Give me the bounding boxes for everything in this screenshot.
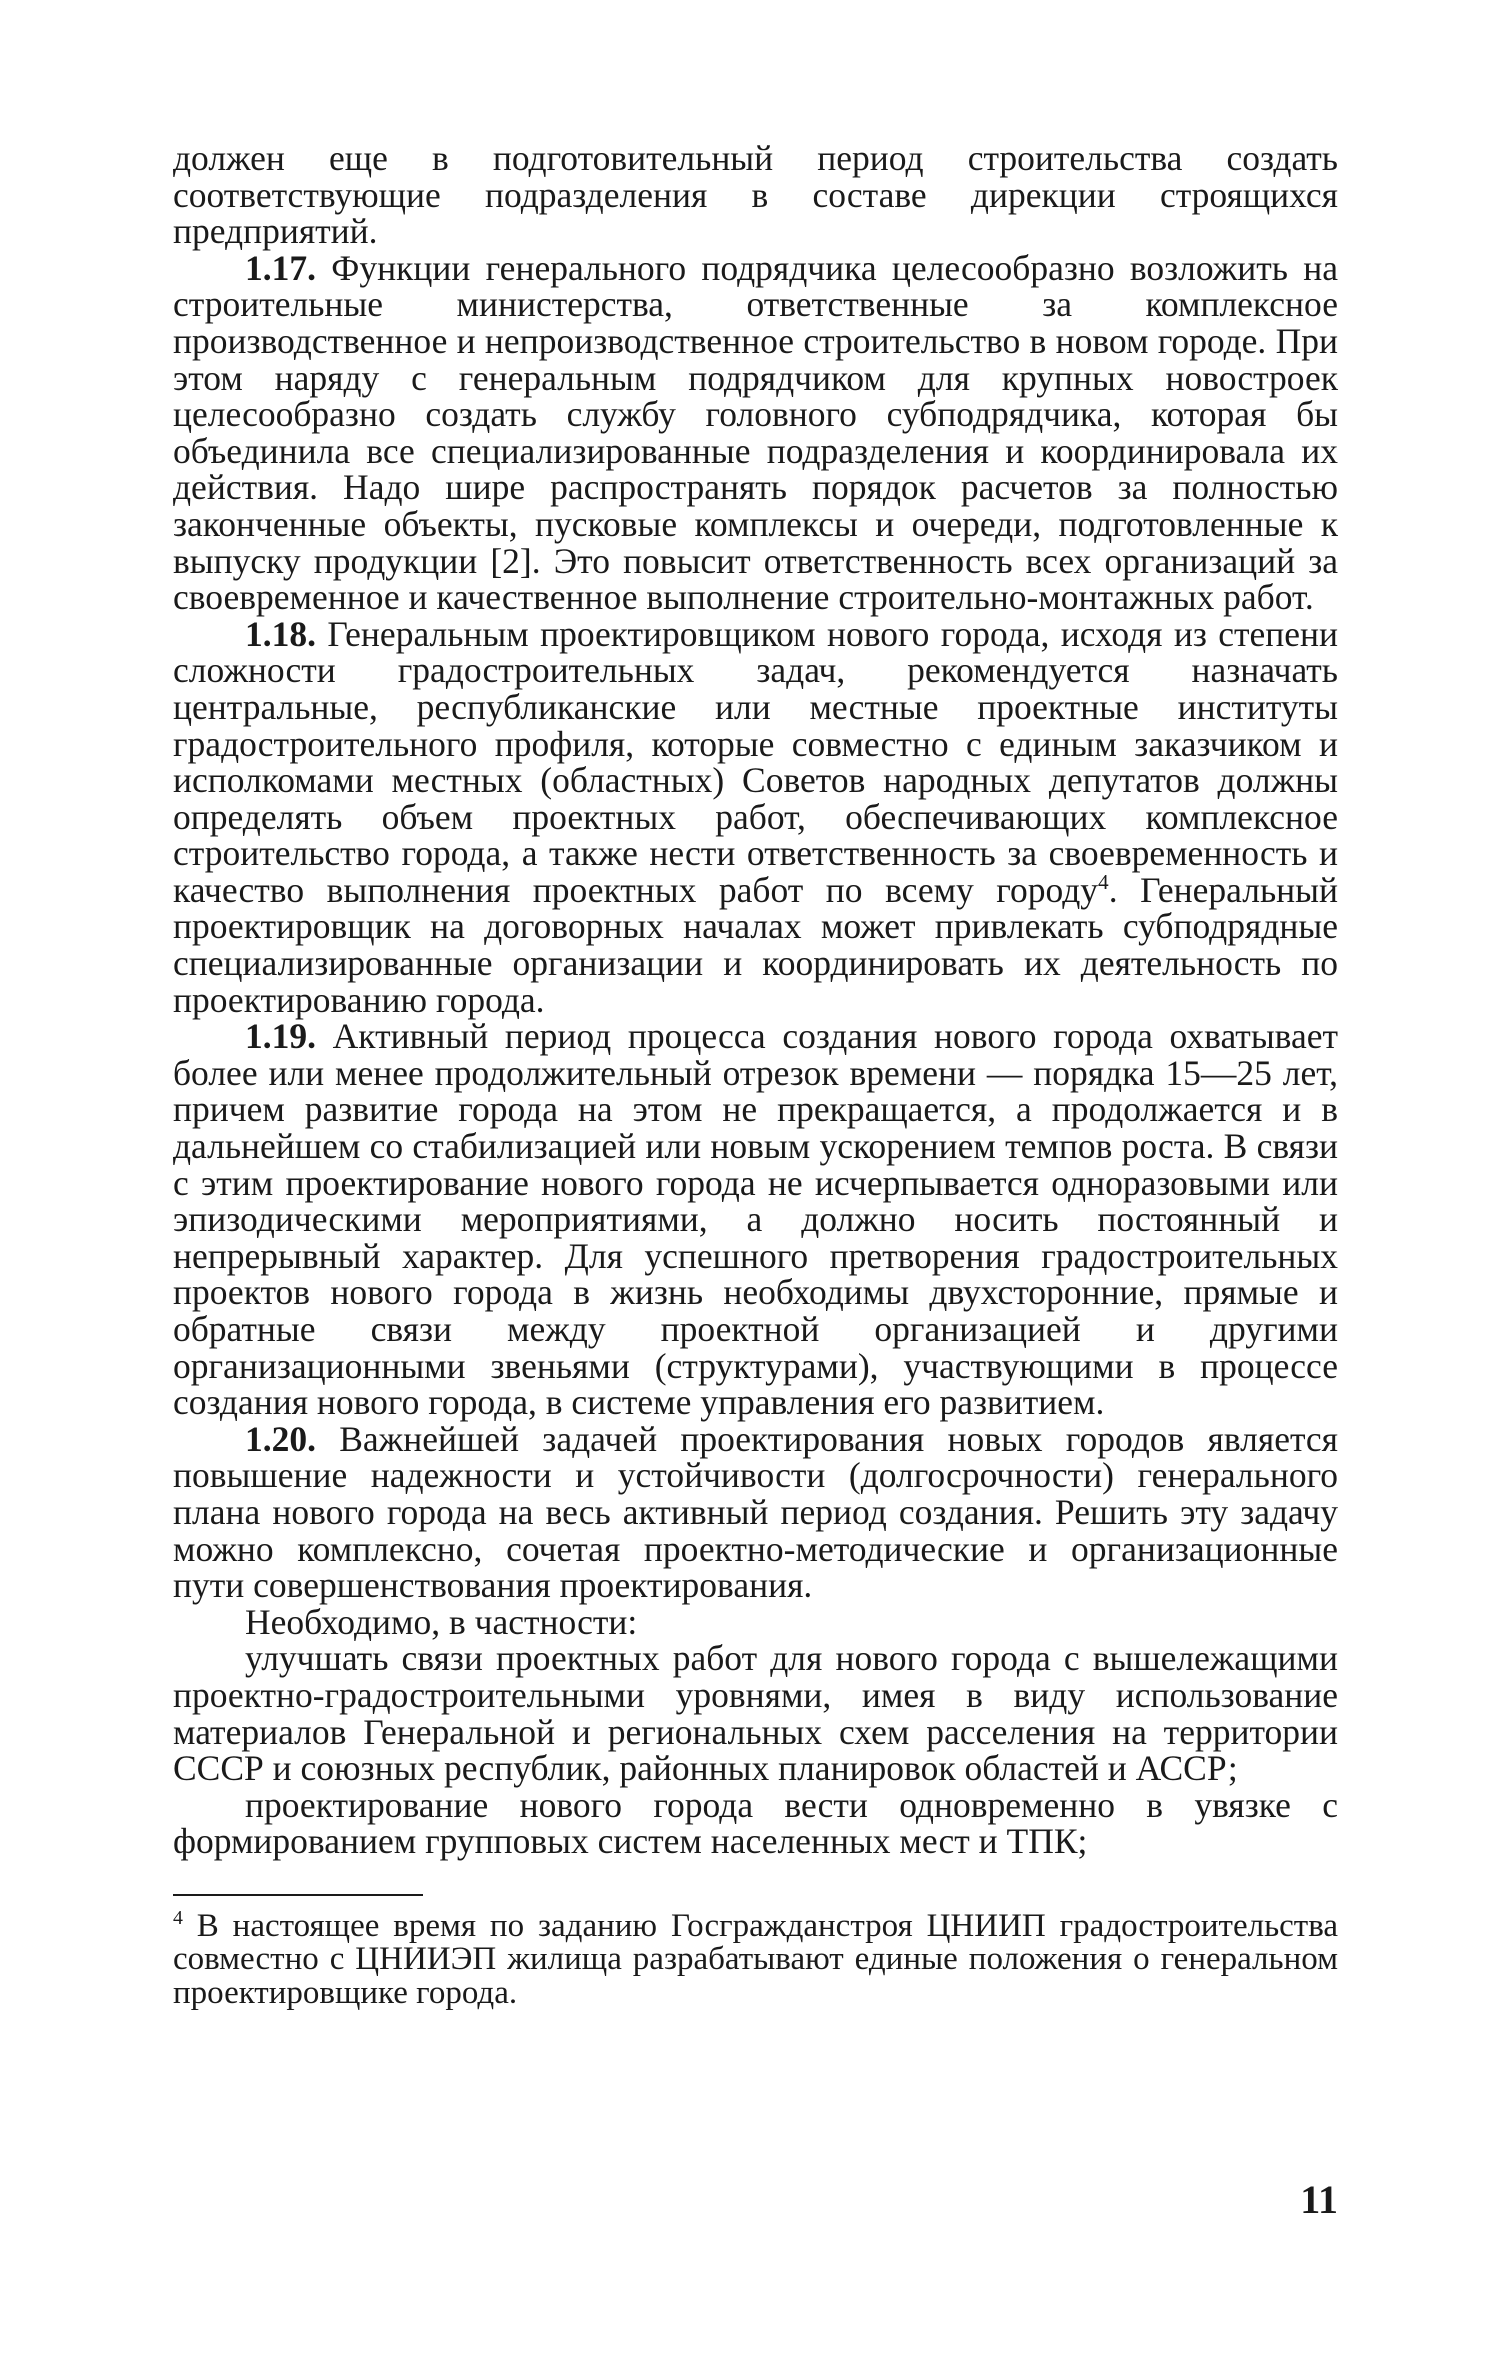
paragraph-1-17 (173, 247, 1338, 618)
paragraph-number: 1.17. (245, 247, 316, 288)
page-number: 11 (1300, 2177, 1338, 2222)
footnote-divider (173, 1894, 423, 1896)
paragraph-text: улучшать связи проектных работ для нового города с вышележащими проектно-градостроительными уровнями, имея в виду использование материалов Генеральной и региональных схем расселения на территории СССР и союзных республик, районных планировок областей и АССР; (173, 1638, 1338, 1789)
list-item (173, 1638, 1338, 1789)
paragraph-1-18 (173, 613, 1339, 1020)
body-text (173, 140, 1338, 1860)
document-page (173, 140, 1338, 2010)
paragraph-number: 1.19. (245, 1016, 316, 1057)
footnote-marker: 4 (173, 1906, 183, 1929)
paragraph-number: 1.18. (245, 613, 316, 654)
paragraph-text-continued: . Генеральный проектировщик на договорных началах может привлекать субподрядные специализированные организации и координировать их деятельность по проектированию города. (173, 869, 1338, 1020)
paragraph-text: должен еще в подготовительный период строительства создать соответствующие подразделения в составе дирекции строящихся предприятий. (173, 138, 1338, 252)
paragraph-text: Важнейшей задачей проектирования новых городов является повышение надежности и устойчивости (долгосрочности) генерального плана нового города на весь активный период создания. Решить эту задачу можно комплексно, сочетая проектно-методические и организационные пути совершенствования проектирования. (173, 1418, 1338, 1606)
list-item (173, 1784, 1338, 1862)
paragraph-1-19 (173, 1018, 1338, 1421)
paragraph-1-20 (173, 1418, 1338, 1606)
paragraph-text: Активный период процесса создания нового города охватывает более или менее продолжительный отрезок времени — порядка 15—25 лет, причем развитие города на этом не прекращается, а продолжается и в дальнейшем со стабилизацией или новым ускорением темпов роста. В связи с этим проектирование нового города не исчерпывается одноразовыми или эпизодическими мероприятиями, а должно носить постоянный и непрерывный характер. Для успешного претворения градостроительных проектов нового города в жизнь необходимы двухсторонние, прямые и обратные связи между проектной организацией и другими организационными звеньями (структурами), участвующими в процессе создания нового города, в системе управления его развитием. (173, 1016, 1338, 1423)
footnote-reference[interactable]: 4 (1098, 870, 1109, 895)
paragraph-intro (173, 1601, 1338, 1642)
paragraph-text: Генеральным проектировщиком нового города, исходя из степени сложности градостроительных задач, рекомендуется назначать центральные, республиканские или местные проектные институты градостроительного профиля, которые совместно с единым заказчиком и исполкомами местных (областных) Советов народных депутатов должны определять объем проектных работ, обеспечивающих комплексное строительство города, а также нести ответственность за своевременность и качество выполнения проектных работ по всему городу (173, 613, 1339, 910)
paragraph-number: 1.20. (245, 1418, 316, 1459)
paragraph-text: Функции генерального подрядчика целесообразно возложить на строительные министерства, ответственные за комплексное производственное и непроизводственное строительство в новом городе. При этом наряду с генеральным подрядчиком для крупных новостроек целесообразно создать службу головного субподрядчика, которая бы объединила все специализированные подразделения и координировала их действия. Надо шире распространять порядок расчетов за полностью законченные объекты, пусковые комплексы и очереди, подготовленные к выпуску продукции [2]. Это повысит ответственность всех организаций за своевременное и качественное выполнение строительно-монтажных работ. (173, 247, 1338, 618)
paragraph-continuation (173, 140, 1338, 250)
footnote-text: В настоящее время по заданию Госгражданстроя ЦНИИП градостроительства совместно с ЦНИИЭП жилища разрабатывают единые положения о генеральном проектировщике города. (173, 1907, 1339, 2011)
footnote (173, 1906, 1339, 2011)
paragraph-text: проектирование нового города вести одновременно в увязке с формированием групповых систем населенных мест и ТПК; (173, 1784, 1338, 1862)
paragraph-text: Необходимо, в частности: (245, 1601, 638, 1642)
